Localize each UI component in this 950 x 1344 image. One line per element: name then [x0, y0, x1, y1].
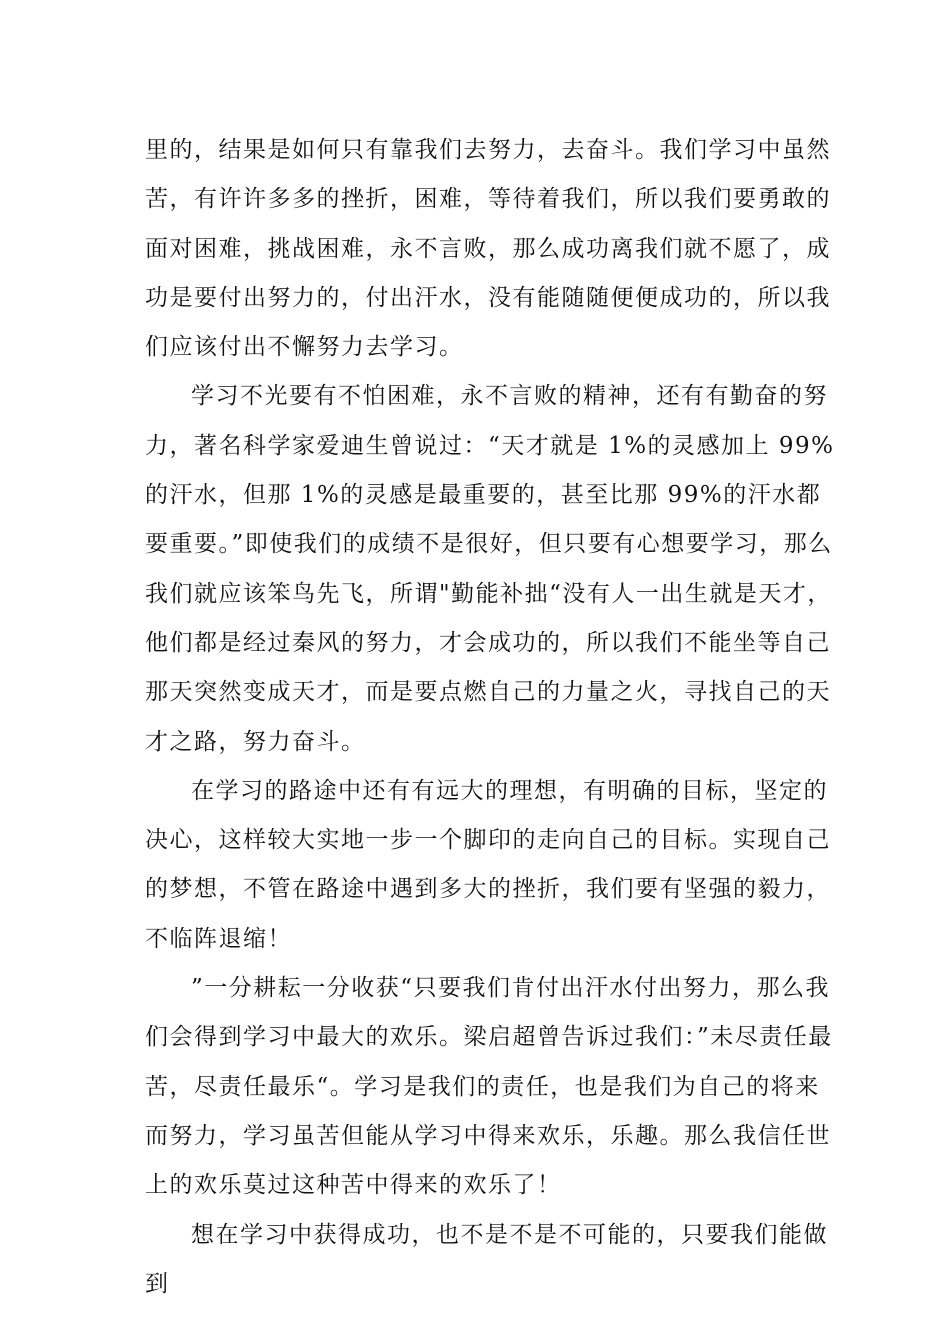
paragraph: 在学习的路途中还有有远大的理想，有明确的目标，坚定的决心，这样较大实地一步一个脚印的走向自己的目标。实现自己的梦想，不管在路途中遇到多大的挫折，我们要有坚强的毅力，不临阵退缩！: [145, 777, 831, 952]
paragraph-continued: 里的，结果是如何只有靠我们去努力，去奋斗。我们学习中虽然苦，有许许多多的挫折，困难，等待着我们，所以我们要勇敢的面对困难，挑战困难，永不言败，那么成功离我们就不愿了，成功是要付出努力的，付出汗水，没有能随随便便成功的，所以我们应该付出不懈努力去学习。: [145, 137, 831, 361]
document-body: [145, 126, 835, 1309]
paragraph: 学习不光要有不怕困难，永不言败的精神，还有有勤奋的努力，著名科学家爱迪生曾说过：“天才就是 1%的灵感加上 99%的汗水，但那 1%的灵感是最重要的，甚至比那 99%的汗水都要重要。”即使我们的成绩不是很好，但只要有心想要学习，那么我们就应该笨鸟先飞，所谓"勤能补拙“没有人一出生就是天才，他们都是经过秦风的努力，才会成功的，所以我们不能坐等自己那天突然变成天才，而是要点燃自己的力量之火，寻找自己的天才之路，努力奋斗。: [145, 383, 835, 755]
paragraph: 想在学习中获得成功，也不是不是不可能的，只要我们能做到: [145, 1221, 828, 1297]
paragraph: ”一分耕耘一分收获“只要我们肯付出汗水付出努力，那么我们会得到学习中最大的欢乐。梁启超曾告诉过我们：”未尽责任最苦，尽责任最乐“。学习是我们的责任，也是我们为自己的将来而努力，学习虽苦但能从学习中得来欢乐，乐趣。那么我信任世上的欢乐莫过这种苦中得来的欢乐了！: [145, 975, 833, 1199]
